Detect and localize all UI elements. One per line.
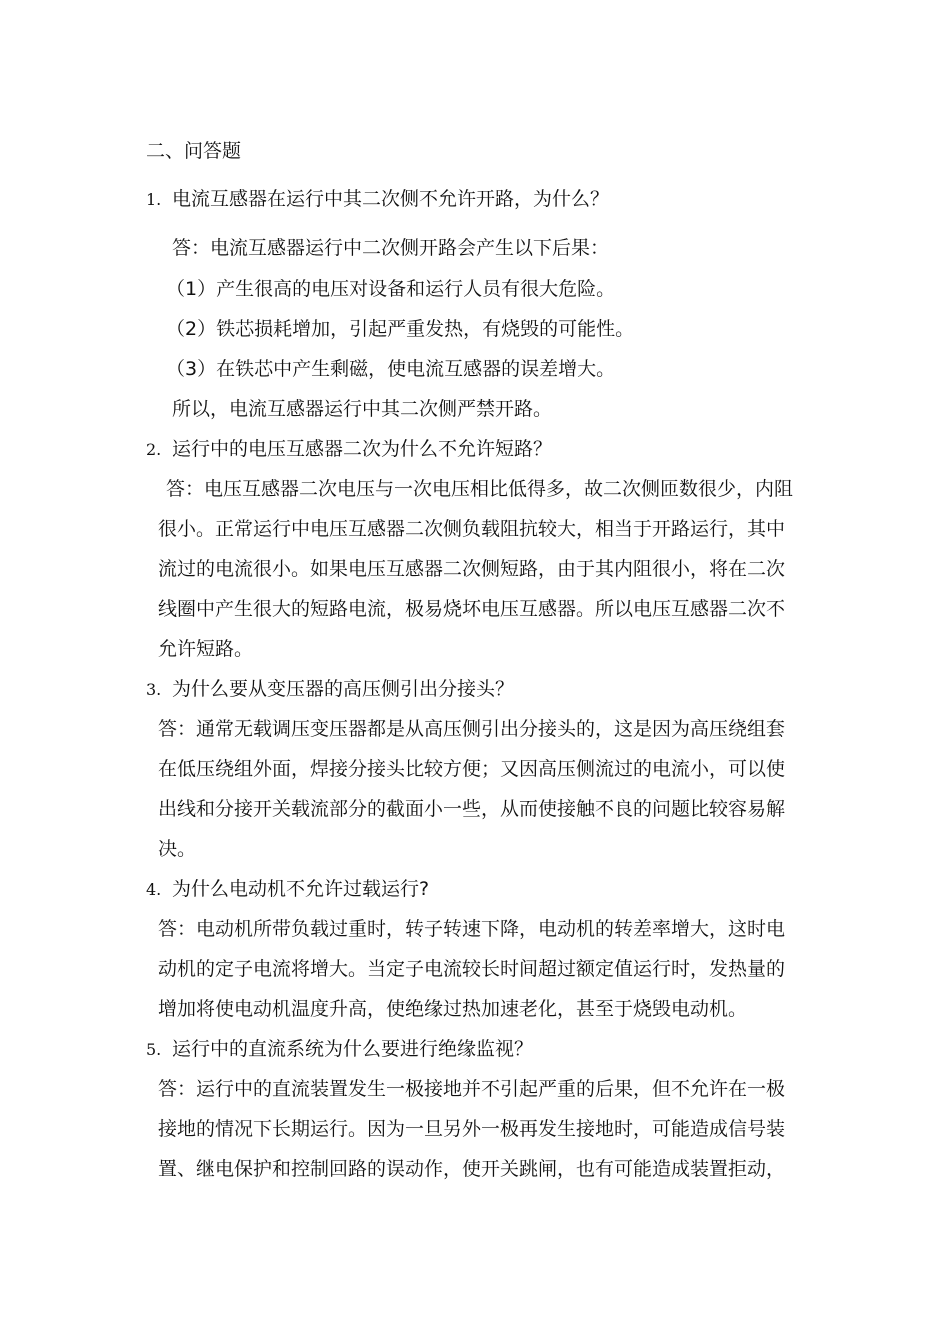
question-number: 4. bbox=[146, 880, 162, 899]
answer-line: 允许短路。 bbox=[158, 638, 254, 660]
question-number: 3. bbox=[146, 680, 162, 699]
answer-point: （1）产生很高的电压对设备和运行人员有很大危险。 bbox=[166, 278, 616, 300]
question-text: 电流互感器在运行中其二次侧不允许开路，为什么？ bbox=[172, 188, 610, 210]
question-5 bbox=[146, 1037, 533, 1062]
question-text: 运行中的直流系统为什么要进行绝缘监视？ bbox=[172, 1038, 534, 1060]
question-number: 1. bbox=[146, 190, 162, 209]
answer-line: 在低压绕组外面，焊接分接头比较方便；又因高压侧流过的电流小，可以使 bbox=[158, 758, 786, 780]
answer-conclusion: 所以，电流互感器运行中其二次侧严禁开路。 bbox=[172, 398, 553, 420]
answer-line: 流过的电流很小。如果电压互感器二次侧短路，由于其内阻很小，将在二次 bbox=[158, 558, 786, 580]
question-3 bbox=[146, 677, 514, 702]
question-2 bbox=[146, 437, 552, 462]
answer-line: 答：运行中的直流装置发生一极接地并不引起严重的后果，但不允许在一极 bbox=[158, 1078, 786, 1100]
question-number: 2. bbox=[146, 440, 162, 459]
answer-intro: 答：电流互感器运行中二次侧开路会产生以下后果： bbox=[172, 237, 610, 259]
answer-line: 答：电压互感器二次电压与一次电压相比低得多，故二次侧匝数很少，内阻 bbox=[166, 478, 794, 500]
question-number: 5. bbox=[146, 1040, 162, 1059]
answer-line: 决。 bbox=[158, 838, 197, 860]
answer-line: 置、继电保护和控制回路的误动作，使开关跳闸，也有可能造成装置拒动， bbox=[158, 1158, 786, 1180]
answer-line: 答：电动机所带负载过重时，转子转速下降，电动机的转差率增大，这时电 bbox=[158, 918, 786, 940]
answer-line: 线圈中产生很大的短路电流，极易烧坏电压互感器。所以电压互感器二次不 bbox=[158, 598, 786, 620]
question-text: 为什么电动机不允许过载运行? bbox=[172, 878, 430, 900]
question-4 bbox=[146, 877, 429, 902]
answer-line: 很小。正常运行中电压互感器二次侧负载阻抗较大，相当于开路运行，其中 bbox=[158, 518, 786, 540]
answer-line: 出线和分接开关载流部分的截面小一些，从而使接触不良的问题比较容易解 bbox=[158, 798, 786, 820]
question-1 bbox=[146, 187, 609, 212]
answer-line: 答：通常无载调压变压器都是从高压侧引出分接头的，这是因为高压绕组套 bbox=[158, 718, 786, 740]
question-text: 运行中的电压互感器二次为什么不允许短路？ bbox=[172, 438, 553, 460]
answer-line: 接地的情况下长期运行。因为一旦另外一极再发生接地时，可能造成信号装 bbox=[158, 1118, 786, 1140]
question-text: 为什么要从变压器的高压侧引出分接头？ bbox=[172, 678, 515, 700]
answer-line: 增加将使电动机温度升高，使绝缘过热加速老化，甚至于烧毁电动机。 bbox=[158, 998, 748, 1020]
answer-line: 动机的定子电流将增大。当定子电流较长时间超过额定值运行时，发热量的 bbox=[158, 958, 786, 980]
answer-point: （3）在铁芯中产生剩磁，使电流互感器的误差增大。 bbox=[166, 358, 616, 380]
answer-point: （2）铁芯损耗增加，引起严重发热，有烧毁的可能性。 bbox=[166, 318, 635, 340]
section-title: 二、问答题 bbox=[146, 140, 242, 162]
